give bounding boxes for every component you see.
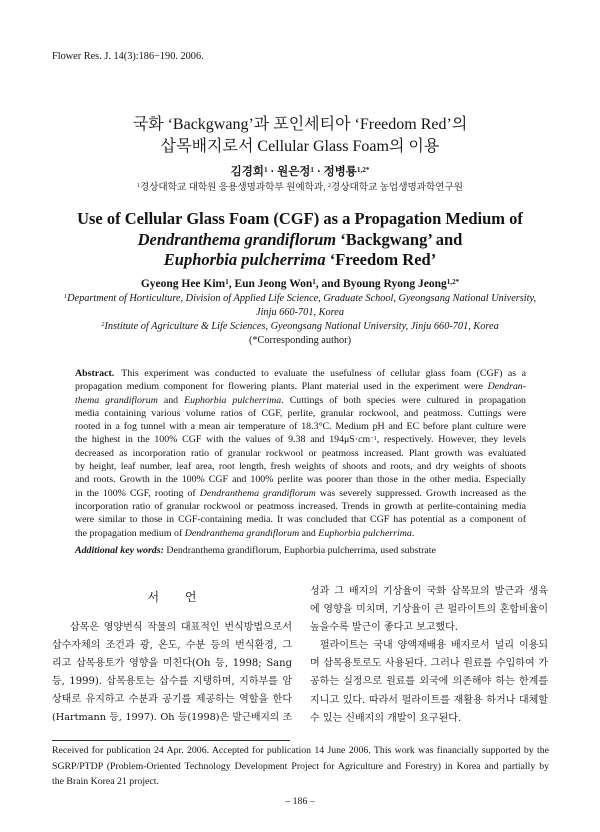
- author-affiliation-mark: 1: [310, 165, 314, 174]
- author-affiliation-mark: 1: [312, 277, 316, 286]
- abstract-line: [75, 513, 526, 526]
- affiliation-text: Institute of Agriculture & Life Sciences, Gyeongsang National University, Jinju 660-701, Korea: [104, 321, 499, 332]
- body-line: 삽수자체의 조건과 광, 온도, 수분 등의 번식환경, 그: [52, 640, 292, 652]
- abstract-line: [75, 420, 526, 433]
- korean-title-line: 삽목배지로서 Cellular Glass Foam의 이용: [160, 138, 440, 155]
- author-name: 김경희: [230, 166, 264, 178]
- footnote: [52, 743, 549, 790]
- journal-reference: Flower Res. J. 14(3):186−190. 2006.: [52, 51, 204, 62]
- body-line: 높을수록 발근이 좋다고 보고했다.: [310, 622, 458, 634]
- author-affiliation-mark: 1: [225, 277, 229, 286]
- affiliation-text: 경상대학교 대학원 응용생명과학부 원예학과,: [139, 182, 328, 193]
- text-run: and roots. Growth in the 100% CGF and 100% perlite was poorer than those in the other media. Especially: [75, 474, 526, 486]
- section-heading-introduction: 서 언: [147, 590, 197, 604]
- korean-affiliation-line: [0, 180, 600, 195]
- english-affiliations: [0, 292, 600, 348]
- author-name: Eun Jeong Won: [234, 278, 313, 290]
- key-words: [75, 544, 526, 558]
- author-separator: , and: [315, 278, 343, 290]
- abstract-line: [75, 460, 526, 473]
- text-run: decreased as incorporation ratio of granular rockwool or peatmoss increased. Plant growth was evaluated: [75, 447, 526, 459]
- text-run: propagation medium component for flowering plants. Plant material used in the experiment were: [75, 381, 488, 393]
- cultivar-text: ‘Freedom Red’: [325, 250, 437, 269]
- author-affiliation-mark: 1,2*: [356, 165, 370, 174]
- text-run: in the 100% CGF, rooting of: [75, 487, 200, 499]
- key-words-line: [75, 544, 526, 558]
- body-line: 며 삽목용토로도 사용된다. 그러나 원료를 수입하여 가: [310, 658, 548, 670]
- text-run: . Cuttings of both species were cultured in propagation: [281, 394, 526, 406]
- corresponding-author-note: (*Corresponding author): [248, 335, 352, 346]
- species-name: Euphorbia pulcherrima: [318, 527, 412, 539]
- body-line: 리고 삽목용토가 영향을 미친다(Oh 등, 1998; Sang: [52, 658, 292, 670]
- affiliation-line: [0, 292, 600, 306]
- species-name: thema grandiflorum: [75, 394, 158, 406]
- body-line: (Hartmann 등, 1997). Oh 등(1998)은 발근배지의 조: [52, 712, 292, 724]
- author-name: Gyeong Hee Kim: [140, 278, 226, 290]
- affiliation-mark: 1: [136, 183, 140, 190]
- text-run: and: [299, 527, 319, 539]
- korean-affiliation: [0, 180, 600, 195]
- body-line: 삽목은 영양번식 작물의 대표적인 번식방법으로서: [70, 622, 292, 633]
- text-run: .: [411, 527, 415, 539]
- author-affiliation-mark: 1,2*: [446, 277, 460, 286]
- korean-title: [0, 114, 600, 158]
- author-separator: ,: [228, 278, 235, 290]
- author-name: 정병룡: [323, 166, 357, 178]
- body-line: 등, 1999). 삽목용토는 삽수를 지탱하며, 지하부를 암: [52, 676, 292, 688]
- author-name: 원은정: [277, 166, 311, 178]
- affiliation-text: Jinju 660-701, Korea: [256, 307, 344, 318]
- english-title-line: [0, 230, 600, 251]
- text-run: and: [157, 394, 185, 406]
- author-separator: ·: [313, 166, 324, 178]
- text-run: incorporation ratio of granular rockwool or peatmoss increased. Trends in growth at perlite-containing media: [75, 500, 526, 512]
- cultivar-text: ‘Backgwang’ and: [336, 229, 463, 249]
- key-words-text: Dendranthema grandiflorum, Euphorbia pulcherrima, used substrate: [163, 545, 436, 556]
- affiliation-line: [0, 320, 600, 334]
- body-line: 성과 그 배지의 기상율이 국화 삽목묘의 발근과 생육: [310, 586, 548, 597]
- affiliation-line: [0, 306, 600, 320]
- text-run: the propagation medium of: [75, 527, 185, 539]
- abstract-line: [75, 527, 526, 540]
- affiliation-mark: 2: [327, 183, 331, 190]
- abstract-line: [75, 367, 526, 380]
- english-authors: [0, 276, 600, 292]
- page-number: – 186 –: [285, 796, 315, 807]
- body-line: 수 있는 신배지의 개발이 요구된다.: [310, 712, 462, 724]
- text-run: media containing various volume ratios of CGF, perlite, granular rockwool, and peatmoss. Cuttings were: [75, 407, 526, 419]
- text-run: was severely suppressed. Growth increased as the: [315, 487, 526, 499]
- abstract-line: [75, 394, 526, 407]
- affiliation-text: 경상대학교 농업생명과학연구원: [330, 182, 464, 193]
- body-line: 지니고 있다. 따라서 펄라이트를 재활용 하거나 대체할: [310, 694, 548, 706]
- text-run: were similar to those in CGF-containing media. It was concluded that CGF has potential as a component of: [75, 514, 526, 526]
- abstract: [75, 367, 526, 540]
- body-line: 에 영향을 미치며, 기상율이 큰 펄라이트의 혼합비율이: [310, 604, 548, 616]
- body-line: 공하는 실정으로 원료를 외국에 의존해야 하는 한계를: [310, 676, 548, 688]
- unit-exponent: −1: [370, 435, 377, 442]
- species-name: Euphorbia pulcherrima: [184, 394, 282, 406]
- species-name: Dendranthema grandiflorum: [137, 229, 337, 249]
- english-title-line: Use of Cellular Glass Foam (CGF) as a Propagation Medium of: [77, 209, 523, 228]
- abstract-line: [75, 447, 526, 460]
- english-title-line: [0, 250, 600, 271]
- body-line: 펄라이트는 국내 양액재배용 배지로서 널리 이용되: [320, 640, 548, 652]
- intro-left-column: [52, 619, 292, 728]
- author-name: Byoung Ryong Jeong: [342, 278, 447, 290]
- footnote-line: the Brain Korea 21 project.: [52, 776, 159, 787]
- footnote-divider: [52, 740, 290, 741]
- english-authors-line: [0, 276, 600, 292]
- text-run: rooted in a fog tunnel with a mean air temperature of 18.3°C. Medium pH and EC before plant culture were: [75, 421, 526, 433]
- abstract-line: [75, 407, 526, 420]
- text-run: This experiment was conducted to evaluate the usefulness of cellular glass foam (CGF) as a: [121, 368, 526, 379]
- author-separator: ·: [267, 166, 278, 178]
- abstract-label: Abstract.: [75, 368, 115, 379]
- species-name: Dendranthema grandiflorum: [184, 527, 300, 539]
- affiliation-mark: 1: [63, 293, 68, 301]
- abstract-line: [75, 433, 526, 446]
- text-run: by height, leaf number, leaf area, root length, fresh weights of shoots and roots, and dry weights of shoots: [75, 461, 526, 473]
- species-name: Dendran-: [487, 381, 526, 393]
- key-words-label: Additional key words:: [75, 545, 164, 556]
- text-run: the highest in the 100% CGF with the values of 9.38 and 194μS·cm: [75, 434, 371, 446]
- english-title: [0, 209, 600, 271]
- abstract-line: [75, 380, 526, 393]
- species-name: Dendranthema grandiflorum: [199, 487, 316, 499]
- korean-authors: [0, 164, 600, 180]
- affiliation-text: Department of Horticulture, Division of Applied Life Science, Graduate School, Gyeongsang National University,: [67, 293, 537, 304]
- intro-right-column: [310, 583, 548, 728]
- author-affiliation-mark: 1: [263, 165, 268, 174]
- species-name: Euphorbia pulcherrima: [163, 250, 326, 269]
- footnote-line: SGRP/PTDP (Problem-Oriented Technology Development Project for Agriculture and Forestry) in Korea and partially by: [52, 760, 549, 772]
- affiliation-mark: 2: [101, 321, 105, 329]
- abstract-line: [75, 500, 526, 513]
- korean-title-line: 국화 ‘Backgwang’과 포인세티아 ‘Freedom Red’의: [132, 116, 468, 133]
- footnote-line: Received for publication 24 Apr. 2006. Accepted for publication 14 June 2006. This work was financially supported by the: [52, 745, 549, 756]
- abstract-line: [75, 487, 526, 500]
- text-run: , respectively. However, they levels: [376, 434, 526, 446]
- abstract-line: [75, 473, 526, 486]
- body-line: 상태로 유지하고 수분과 공기를 제공하는 역할을 한다: [52, 694, 292, 706]
